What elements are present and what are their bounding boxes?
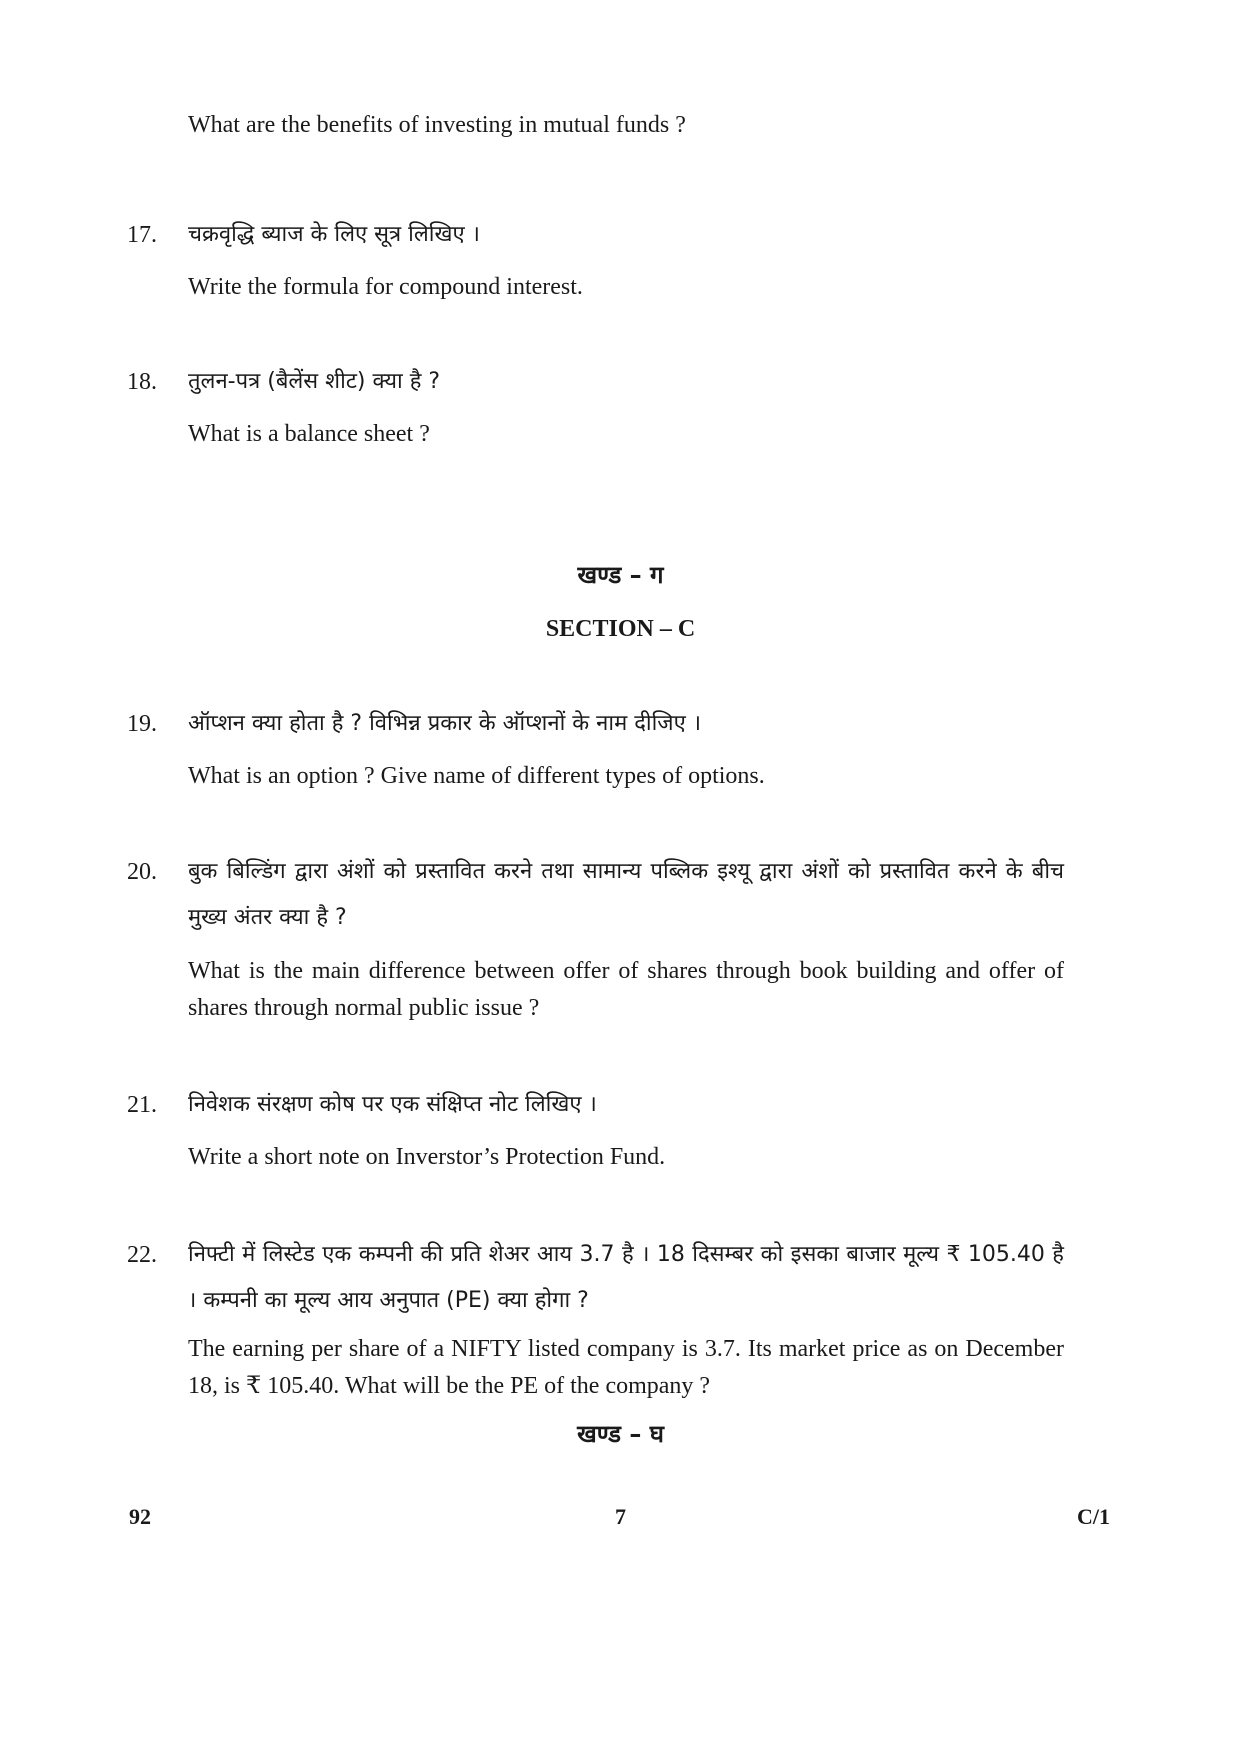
q18-english: What is a balance sheet ? — [188, 421, 430, 447]
footer-paper-code: 92 — [129, 1504, 151, 1529]
section-d-hindi-heading: खण्ड – घ — [577, 1420, 664, 1448]
q21-english: Write a short note on Inverstor’s Protection Fund. — [188, 1144, 666, 1170]
q19-english: What is an option ? Give name of different types of options. — [188, 763, 765, 789]
q17-english: Write the formula for compound interest. — [188, 274, 583, 300]
q21-number: 21. — [127, 1092, 157, 1118]
footer-page-number: 7 — [615, 1504, 626, 1529]
section-c-hindi-heading: खण्ड – ग — [577, 561, 664, 589]
q19-number: 19. — [127, 711, 157, 737]
q20-hindi: बुक बिल्डिंग द्वारा अंशों को प्रस्तावित करने तथा सामान्य पब्लिक इश्यू द्वारा अंशों को प्रस्तावित करने के बीच मुख्य अंतर क्या है ? — [188, 859, 1064, 930]
q17-hindi: चक्रवृद्धि ब्याज के लिए सूत्र लिखिए । — [188, 222, 480, 247]
q20-english: What is the main difference between offer of shares through book building and offer of shares through normal public issue ? — [188, 958, 1064, 1021]
section-c-heading: SECTION – C — [545, 616, 696, 642]
q18-number: 18. — [127, 369, 157, 395]
q22-english: The earning per share of a NIFTY listed company is 3.7. Its market price as on December 18, is ₹ 105.40. What will be the PE of the company ? — [188, 1336, 1064, 1399]
q18-hindi: तुलन-पत्र (बैलेंस शीट) क्या है ? — [188, 369, 441, 394]
footer-set-code: C/1 — [1077, 1504, 1110, 1529]
q19-hindi: ऑप्शन क्या होता है ? विभिन्न प्रकार के ऑप्शनों के नाम दीजिए । — [188, 711, 702, 736]
q17-number: 17. — [127, 222, 157, 248]
q16-english: What are the benefits of investing in mutual funds ? — [188, 112, 686, 138]
q22-hindi: निफ्टी में लिस्टेड एक कम्पनी की प्रति शेअर आय 3.7 है । 18 दिसम्बर को इसका बाजार मूल्य ₹ 105.40 है । कम्पनी का मूल्य आय अनुपात (PE) क्या होगा ? — [188, 1242, 1064, 1313]
q21-hindi: निवेशक संरक्षण कोष पर एक संक्षिप्त नोट लिखिए । — [188, 1092, 597, 1117]
q22-number: 22. — [127, 1242, 157, 1268]
q20-number: 20. — [127, 859, 157, 885]
